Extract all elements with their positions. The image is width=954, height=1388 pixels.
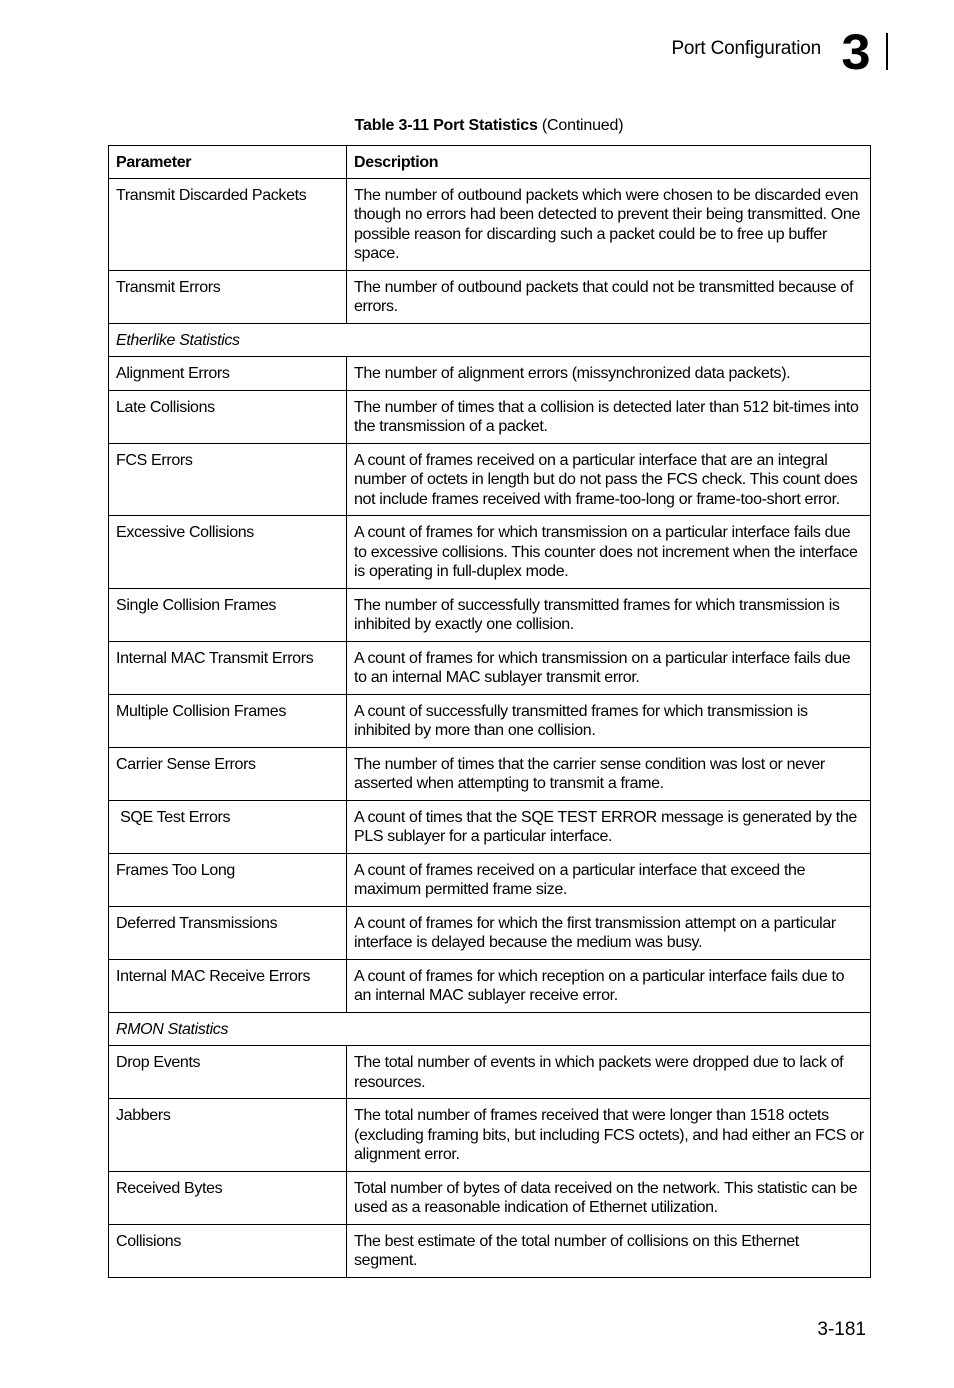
table-row xyxy=(109,641,871,694)
parameter-cell: Drop Events xyxy=(109,1046,347,1099)
description-cell: A count of times that the SQE TEST ERROR message is generated by the PLS sublayer for a particular interface. xyxy=(347,800,871,853)
parameter-cell: SQE Test Errors xyxy=(109,800,347,853)
description-cell: The number of outbound packets which were chosen to be discarded even though no errors had been detected to prevent their being transmitted. One possible reason for discarding such a packet could be to free up buffer space. xyxy=(347,178,871,270)
section-header-row xyxy=(109,1012,871,1046)
table-row xyxy=(109,1171,871,1224)
description-cell: A count of frames received on a particular interface that are an integral number of octets in length but do not pass the FCS check. This count does not include frames received with frame-too-long or frame-too-short error. xyxy=(347,443,871,516)
table-row xyxy=(109,357,871,391)
description-cell: A count of frames received on a particular interface that exceed the maximum permitted frame size. xyxy=(347,853,871,906)
parameter-cell: Collisions xyxy=(109,1224,347,1277)
description-cell: A count of frames for which the first transmission attempt on a particular interface is delayed because the medium was busy. xyxy=(347,906,871,959)
table-row xyxy=(109,959,871,1012)
parameter-cell: Received Bytes xyxy=(109,1171,347,1224)
parameter-cell: Transmit Discarded Packets xyxy=(109,178,347,270)
description-cell: A count of successfully transmitted frames for which transmission is inhibited by more than one collision. xyxy=(347,694,871,747)
parameter-cell: Excessive Collisions xyxy=(109,516,347,589)
table-row xyxy=(109,443,871,516)
chapter-number: 3 xyxy=(841,24,870,80)
column-header-description: Description xyxy=(347,146,871,179)
section-title: Etherlike Statistics xyxy=(109,323,871,357)
table-body xyxy=(109,178,871,1277)
section-title: RMON Statistics xyxy=(109,1012,871,1046)
table-row xyxy=(109,588,871,641)
parameter-cell: Single Collision Frames xyxy=(109,588,347,641)
page-number: 3-181 xyxy=(817,1319,866,1340)
description-cell: The total number of events in which packets were dropped due to lack of resources. xyxy=(347,1046,871,1099)
description-cell: A count of frames for which transmission on a particular interface fails due to excessive collisions. This counter does not increment when the interface is operating in full-duplex mode. xyxy=(347,516,871,589)
parameter-cell: Internal MAC Transmit Errors xyxy=(109,641,347,694)
port-statistics-table xyxy=(108,145,871,1278)
description-cell: The total number of frames received that were longer than 1518 octets (excluding framing bits, but including FCS octets), and had either an FCS or alignment error. xyxy=(347,1099,871,1172)
table-row xyxy=(109,178,871,270)
parameter-cell: Frames Too Long xyxy=(109,853,347,906)
description-cell: Total number of bytes of data received on the network. This statistic can be used as a reasonable indication of Ethernet utilization. xyxy=(347,1171,871,1224)
table-row xyxy=(109,853,871,906)
chapter-marker-bar xyxy=(886,33,888,70)
table-caption xyxy=(0,117,954,135)
table-row xyxy=(109,270,871,323)
description-cell: The number of outbound packets that could not be transmitted because of errors. xyxy=(347,270,871,323)
parameter-cell: Late Collisions xyxy=(109,390,347,443)
table-row xyxy=(109,390,871,443)
parameter-cell: Transmit Errors xyxy=(109,270,347,323)
parameter-cell: Jabbers xyxy=(109,1099,347,1172)
table-row xyxy=(109,1224,871,1277)
description-cell: The number of times that the carrier sense condition was lost or never asserted when attempting to transmit a frame. xyxy=(347,747,871,800)
section-header-row xyxy=(109,323,871,357)
table-row xyxy=(109,1046,871,1099)
parameter-cell: FCS Errors xyxy=(109,443,347,516)
parameter-cell: Internal MAC Receive Errors xyxy=(109,959,347,1012)
parameter-cell: Alignment Errors xyxy=(109,357,347,391)
table-row xyxy=(109,906,871,959)
table-row xyxy=(109,1099,871,1172)
running-header-title: Port Configuration xyxy=(671,38,821,59)
description-cell: A count of frames for which reception on a particular interface fails due to an internal MAC sublayer receive error. xyxy=(347,959,871,1012)
table-row xyxy=(109,694,871,747)
description-cell: The number of successfully transmitted frames for which transmission is inhibited by exactly one collision. xyxy=(347,588,871,641)
description-cell: The number of times that a collision is detected later than 512 bit-times into the transmission of a packet. xyxy=(347,390,871,443)
parameter-cell: Multiple Collision Frames xyxy=(109,694,347,747)
table-caption-label: Table 3-11 Port Statistics xyxy=(354,117,538,134)
column-header-parameter: Parameter xyxy=(109,146,347,179)
table-header-row xyxy=(109,146,871,179)
parameter-cell: Carrier Sense Errors xyxy=(109,747,347,800)
parameter-cell: Deferred Transmissions xyxy=(109,906,347,959)
description-cell: The best estimate of the total number of collisions on this Ethernet segment. xyxy=(347,1224,871,1277)
description-cell: A count of frames for which transmission on a particular interface fails due to an internal MAC sublayer transmit error. xyxy=(347,641,871,694)
table-row xyxy=(109,747,871,800)
table-caption-suffix: (Continued) xyxy=(537,117,624,134)
table-row xyxy=(109,516,871,589)
table-row xyxy=(109,800,871,853)
description-cell: The number of alignment errors (missynchronized data packets). xyxy=(347,357,871,391)
